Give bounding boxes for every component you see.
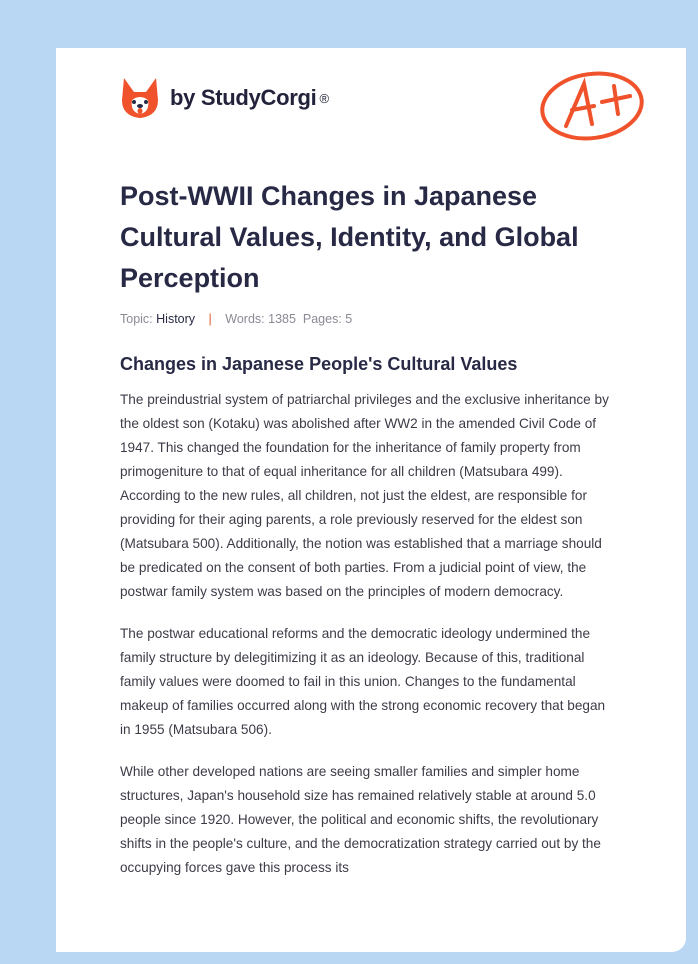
brand-name: by StudyCorgi [170,85,317,110]
pages-label: Pages: [302,312,342,326]
registered-mark: ® [319,90,330,106]
section-heading: Changes in Japanese People's Cultural Values [120,354,518,374]
topic-link[interactable]: History [156,312,196,326]
document-meta [120,312,352,326]
paragraph: While other developed nations are seeing smaller families and simpler home structures, Japan's household size has remained relatively stable at around 5.0 people since 1920. However, the political and economic shifts, the revolutionary shifts in the people's culture, and the democratization strategy carried out by the occupying forces gave this process its [120,764,601,875]
essay-body [120,388,610,898]
document-card [56,48,686,952]
pages-count: 5 [345,312,353,326]
words-label: Words: [225,312,265,326]
meta-separator: | [208,312,212,326]
paragraph: The preindustrial system of patriarchal privileges and the exclusive inheritance by the oldest son (Kotaku) was abolished after WW2 in the amended Civil Code of 1947. This changed the foundation for the inheritance of family property from primogeniture to that of equal inheritance for all children (Matsubara 499). According to the new rules, all children, not just the eldest, are responsible for providing for their aging parents, a role previously reserved for the eldest son (Matsubara 500). Additionally, the notion was established that a marriage should be predicated on the consent of both parties. From a judicial point of view, the postwar family system was based on the principles of modern democracy. [120,392,609,599]
paragraph: The postwar educational reforms and the democratic ideology undermined the family structure by delegitimizing it as an ideology. Because of this, traditional family values were doomed to fail in this union. Changes to the fundamental makeup of families occurred along with the strong economic recovery that began in 1955 (Matsubara 506). [120,626,606,737]
words-count: 1385 [268,312,296,326]
page-title: Post-WWII Changes in Japanese Cultural Values, Identity, and Global Perception [120,181,579,293]
a-plus-grade-icon [538,70,648,142]
topic-label: Topic: [120,312,153,326]
corgi-icon [120,76,160,120]
studycorgi-logo[interactable] [120,76,329,120]
